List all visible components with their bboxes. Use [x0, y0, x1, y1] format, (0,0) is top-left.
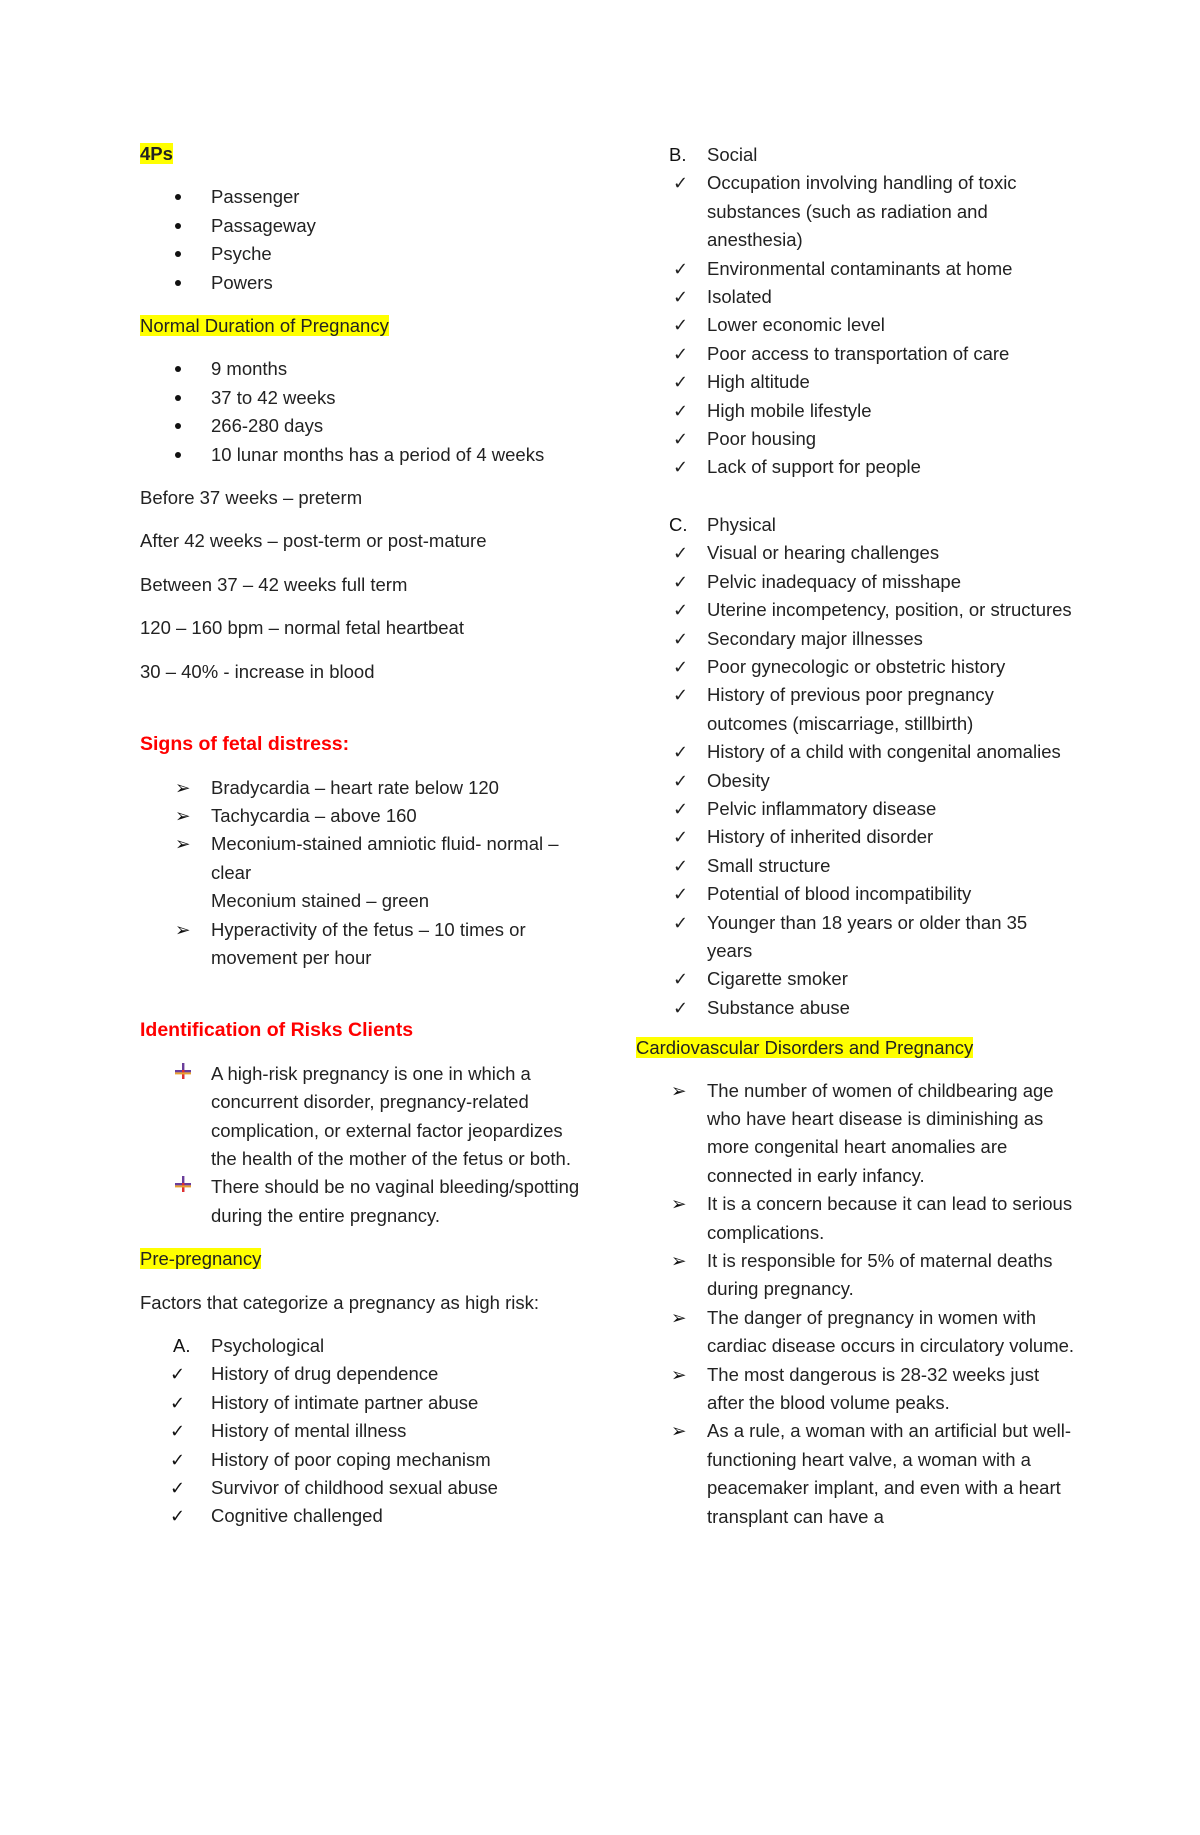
check-mark-icon: ✓	[673, 628, 689, 649]
arrow-bullet-icon: ➢	[671, 1250, 687, 1272]
list-item: ✓ Visual or hearing challenges	[636, 539, 1076, 567]
list-item: ✓ Uterine incompetency, position, or structures	[636, 596, 1076, 624]
list-item: ✓ History of drug dependence	[140, 1360, 580, 1388]
check-mark-icon: ✓	[673, 997, 689, 1018]
check-mark-icon: ✓	[673, 429, 689, 450]
list-item: ✓ Obesity	[636, 767, 1076, 795]
check-mark-icon: ✓	[170, 1392, 186, 1413]
list-item: ✓ Cigarette smoker	[636, 965, 1076, 993]
check-mark-icon: ✓	[170, 1478, 186, 1499]
list-item: ✓ Lower economic level	[636, 311, 1076, 339]
list-item: 37 to 42 weeks	[140, 384, 580, 412]
list-item: ✓ Secondary major illnesses	[636, 625, 1076, 653]
pre-pregnancy-heading: Pre-pregnancy	[140, 1248, 262, 1270]
plus-bullet-icon	[175, 1173, 195, 1201]
bullet-dot-icon	[140, 355, 211, 383]
list-item: ✓ Younger than 18 years or older than 35 years	[636, 909, 1076, 966]
list-item: ✓ History of poor coping mechanism	[140, 1446, 580, 1474]
bullet-dot-icon	[140, 240, 211, 268]
bullet-dot-icon	[140, 412, 211, 440]
check-mark-icon: ✓	[673, 315, 689, 336]
bullet-dot-icon	[140, 384, 211, 412]
list-item: ✓ History of inherited disorder	[636, 823, 1076, 851]
arrow-bullet-icon: ➢	[671, 1079, 687, 1101]
list-item: ➢ The number of women of childbearing age who have heart disease is diminishing as more congenital heart anomalies are connected in early infancy.	[636, 1077, 1076, 1191]
list-item: ✓ Poor housing	[636, 425, 1076, 453]
list-item: ✓ History of a child with congenital anomalies	[636, 738, 1076, 766]
list-item: ✓ Poor gynecologic or obstetric history	[636, 653, 1076, 681]
letter-marker: B.	[669, 144, 687, 165]
check-mark-icon: ✓	[673, 600, 689, 621]
check-mark-icon: ✓	[673, 457, 689, 478]
check-mark-icon: ✓	[673, 685, 689, 706]
list-item: ✓ History of mental illness	[140, 1417, 580, 1445]
list-item: ➢ It is a concern because it can lead to serious complications.	[636, 1190, 1076, 1247]
check-mark-icon: ✓	[673, 543, 689, 564]
fact-post-term: After 42 weeks – post-term or post-mature	[140, 530, 487, 552]
high-risk-factors-intro: Factors that categorize a pregnancy as high risk:	[140, 1291, 539, 1313]
risk-clients-heading: Identification of Risks Clients	[140, 1019, 414, 1042]
psychological-list	[140, 1332, 580, 1531]
list-item: ✓ History of intimate partner abuse	[140, 1389, 580, 1417]
list-item: 9 months	[140, 355, 580, 383]
list-item: A. Psychological	[140, 1332, 580, 1360]
list-item: ➢ The most dangerous is 28-32 weeks just after the blood volume peaks.	[636, 1361, 1076, 1418]
list-item: ➢ Hyperactivity of the fetus – 10 times or movement per hour	[140, 916, 580, 973]
list-item: Psyche	[140, 240, 580, 268]
check-mark-icon: ✓	[673, 343, 689, 364]
arrow-bullet-icon: ➢	[671, 1420, 687, 1442]
social-list	[636, 141, 1076, 482]
check-mark-icon: ✓	[170, 1449, 186, 1470]
fetal-distress-heading: Signs of fetal distress:	[140, 733, 350, 756]
check-mark-icon: ✓	[673, 969, 689, 990]
list-item: A high-risk pregnancy is one in which a concurrent disorder, pregnancy-related complication, or external factor jeopardizes the health of the mother of the fetus or both.	[140, 1060, 580, 1174]
check-mark-icon: ✓	[673, 742, 689, 763]
list-item: ➢ Bradycardia – heart rate below 120	[140, 774, 580, 802]
check-mark-icon: ✓	[673, 656, 689, 677]
cardio-list	[636, 1077, 1076, 1532]
arrow-bullet-icon: ➢	[671, 1306, 687, 1328]
check-mark-icon: ✓	[673, 400, 689, 421]
bullet-dot-icon	[140, 269, 211, 297]
list-item: ✓ High mobile lifestyle	[636, 397, 1076, 425]
list-item: 266-280 days	[140, 412, 580, 440]
meconium-green-note: Meconium stained – green	[211, 890, 430, 912]
check-mark-icon: ✓	[673, 258, 689, 279]
check-mark-icon: ✓	[673, 912, 689, 933]
list-item: ✓ Lack of support for people	[636, 453, 1076, 481]
fact-preterm: Before 37 weeks – preterm	[140, 487, 363, 509]
arrow-bullet-icon: ➢	[175, 918, 191, 940]
list-item: 10 lunar months has a period of 4 weeks	[140, 441, 580, 469]
check-mark-icon: ✓	[170, 1506, 186, 1527]
list-item: Passenger	[140, 183, 580, 211]
check-mark-icon: ✓	[673, 372, 689, 393]
fact-fetal-heartbeat: 120 – 160 bpm – normal fetal heartbeat	[140, 617, 464, 639]
list-item: ✓ Small structure	[636, 852, 1076, 880]
list-item: ✓ Cognitive challenged	[140, 1502, 580, 1530]
list-item: ✓ Potential of blood incompatibility	[636, 880, 1076, 908]
check-mark-icon: ✓	[170, 1364, 186, 1385]
cardio-heading: Cardiovascular Disorders and Pregnancy	[636, 1037, 974, 1059]
list-item: ✓ Environmental contaminants at home	[636, 255, 1076, 283]
four-ps-list	[140, 183, 580, 297]
list-item: ✓ Poor access to transportation of care	[636, 340, 1076, 368]
arrow-bullet-icon: ➢	[175, 776, 191, 798]
risk-clients-list	[140, 1060, 580, 1230]
list-item: ✓ Isolated	[636, 283, 1076, 311]
list-item: ✓ History of previous poor pregnancy outcomes (miscarriage, stillbirth)	[636, 681, 1076, 738]
list-item: ➢ As a rule, a woman with an artificial but well-functioning heart valve, a woman with a peacemaker implant, and even with a heart transplant can have a	[636, 1417, 1076, 1531]
left-column	[140, 140, 580, 1531]
arrow-bullet-icon: ➢	[175, 804, 191, 826]
bullet-dot-icon	[140, 212, 211, 240]
list-item: ✓ Pelvic inadequacy of misshape	[636, 568, 1076, 596]
list-item: ✓ Survivor of childhood sexual abuse	[140, 1474, 580, 1502]
check-mark-icon: ✓	[673, 798, 689, 819]
list-item: Passageway	[140, 212, 580, 240]
check-mark-icon: ✓	[673, 173, 689, 194]
right-column	[636, 141, 1076, 1531]
fact-blood-increase: 30 – 40% - increase in blood	[140, 660, 375, 682]
check-mark-icon: ✓	[673, 884, 689, 905]
arrow-bullet-icon: ➢	[671, 1193, 687, 1215]
arrow-bullet-icon: ➢	[671, 1363, 687, 1385]
physical-list	[636, 511, 1076, 1022]
list-item: ➢ Tachycardia – above 160	[140, 802, 580, 830]
list-item: ✓ High altitude	[636, 368, 1076, 396]
letter-marker: C.	[669, 513, 688, 535]
bullet-dot-icon	[140, 441, 211, 469]
list-item: ➢ It is responsible for 5% of maternal deaths during pregnancy.	[636, 1247, 1076, 1304]
letter-marker: A.	[173, 1335, 191, 1356]
normal-duration-list	[140, 355, 580, 469]
check-mark-icon: ✓	[170, 1421, 186, 1442]
list-item: ➢ Meconium-stained amniotic fluid- normal – clear Meconium stained – green	[140, 830, 580, 915]
list-item: ✓ Pelvic inflammatory disease	[636, 795, 1076, 823]
check-mark-icon: ✓	[673, 827, 689, 848]
fetal-distress-list	[140, 774, 580, 973]
list-item: There should be no vaginal bleeding/spotting during the entire pregnancy.	[140, 1173, 580, 1230]
check-mark-icon: ✓	[673, 571, 689, 592]
list-item: C. Physical	[636, 511, 1076, 539]
list-item: ✓ Occupation involving handling of toxic substances (such as radiation and anesthesia)	[636, 169, 1076, 254]
fact-full-term: Between 37 – 42 weeks full term	[140, 573, 408, 595]
list-item: ✓ Substance abuse	[636, 994, 1076, 1022]
arrow-bullet-icon: ➢	[175, 833, 191, 855]
plus-bullet-icon	[175, 1060, 195, 1088]
list-item: B. Social	[636, 141, 1076, 169]
list-item: ➢ The danger of pregnancy in women with cardiac disease occurs in circulatory volume.	[636, 1304, 1076, 1361]
check-mark-icon: ✓	[673, 855, 689, 876]
check-mark-icon: ✓	[673, 287, 689, 308]
list-item: Powers	[140, 269, 580, 297]
bullet-dot-icon	[140, 183, 211, 211]
check-mark-icon: ✓	[673, 770, 689, 791]
four-ps-heading: 4Ps	[140, 143, 173, 164]
normal-duration-heading: Normal Duration of Pregnancy	[140, 315, 389, 337]
